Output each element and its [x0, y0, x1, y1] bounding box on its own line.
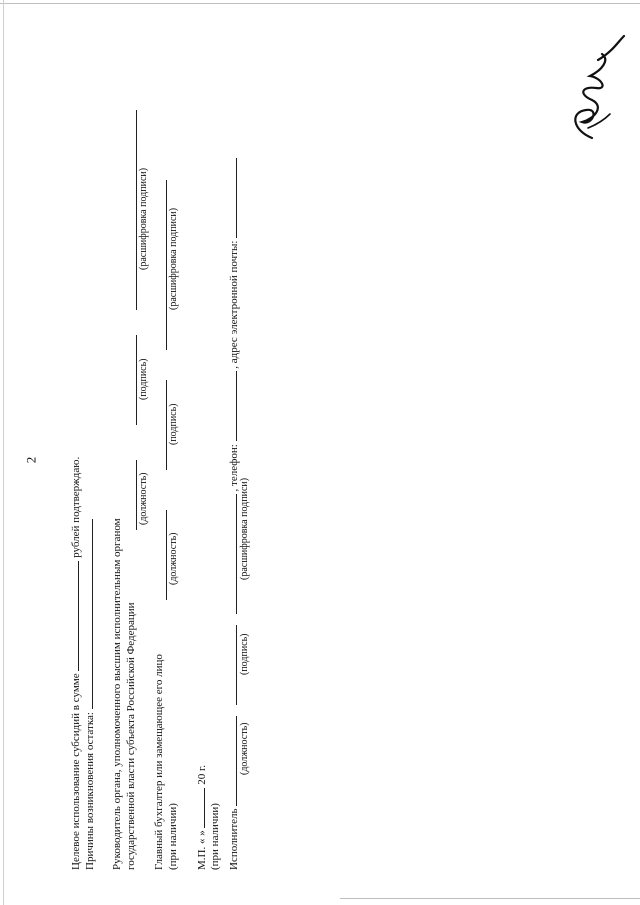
scan-edge-top: [0, 3, 640, 4]
executor-phone-label: , телефон:: [228, 444, 240, 492]
subsidy-label-end: рублей подтверждаю.: [70, 456, 82, 558]
head-line-1: Руководитель органа, уполномоченного высшим исполнительным органом: [111, 518, 123, 870]
executor-position-blank: [226, 716, 237, 806]
accountant-line-1: [152, 654, 166, 870]
mp-label: М.П. « »: [196, 830, 208, 870]
executor-signature-caption: (подпись): [239, 633, 250, 675]
mp-year: 20 г.: [196, 764, 208, 785]
executor-label: Исполнитель: [228, 808, 240, 870]
accountant-decoding-caption: (расшифровка подписи): [168, 207, 179, 310]
accountant-signature-caption: (подпись): [168, 403, 179, 445]
head-line-2-label: государственной власти субъекта Российской Федерации: [125, 602, 137, 870]
executor-position-caption: (должность): [239, 722, 250, 775]
handwritten-signature: [552, 30, 632, 150]
accountant-label: Главный бухгалтер или замещающее его лицо: [153, 654, 165, 870]
executor-signature-blank: [226, 625, 237, 705]
page-number: 2: [23, 456, 39, 464]
executor-email-blank: [226, 158, 237, 238]
reasons-label: Причины возникновения остатка:: [84, 712, 96, 870]
scan-edge-left: [3, 0, 4, 905]
reasons-blank: [82, 519, 93, 709]
reasons-line: [82, 519, 97, 870]
subsidy-amount-blank: [68, 561, 79, 671]
accountant-line-2: (при наличии): [167, 803, 179, 870]
mp-line: [194, 765, 209, 870]
mp-note: (при наличии): [209, 803, 221, 870]
executor-email-label: , адрес электронной почты:: [228, 240, 240, 369]
head-position-caption: (должность): [138, 472, 149, 525]
executor-decoding-caption: (расшифровка подписи): [239, 477, 250, 580]
executor-decoding-blank: [226, 494, 237, 614]
head-decoding-caption: (расшифровка подписи): [138, 167, 149, 270]
scan-edge-bottom: [340, 898, 640, 899]
head-line-2: [124, 602, 138, 870]
rotated-form-body: [30, 70, 250, 870]
subsidy-label: Целевое использование субсидий в сумме: [70, 673, 82, 870]
executor-phone-blank: [226, 371, 237, 441]
mp-month-blank: [194, 788, 205, 828]
subsidy-line: [68, 457, 83, 870]
head-signature-caption: (подпись): [138, 358, 149, 400]
accountant-position-caption: (должность): [168, 532, 179, 585]
